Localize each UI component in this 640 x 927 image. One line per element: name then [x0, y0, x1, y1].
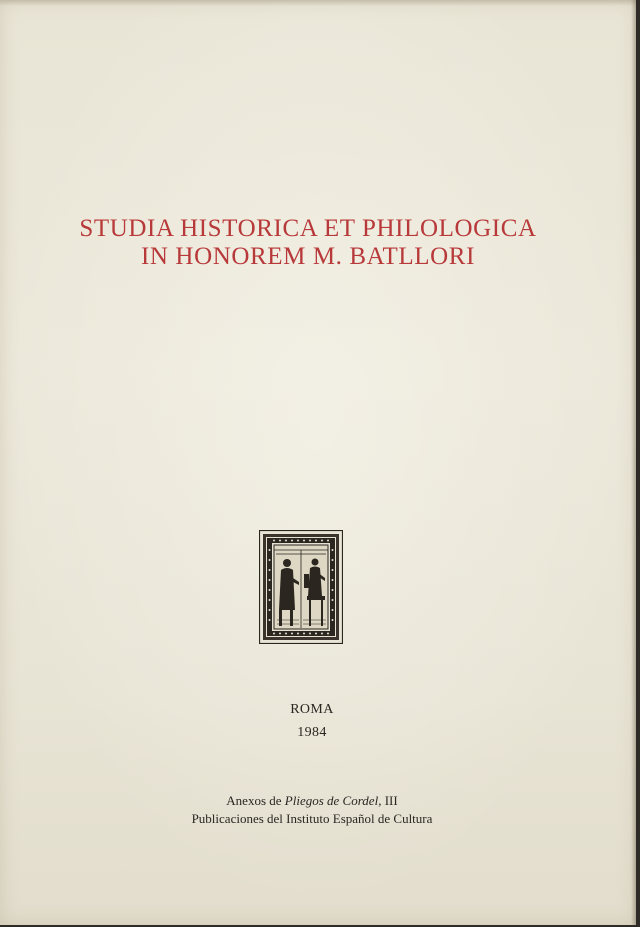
title-line-2: IN HONOREM M. BATLLORI [140, 243, 476, 270]
series-line [0, 794, 630, 807]
series-number: III [381, 793, 398, 808]
imprint-year: 1984 [297, 725, 327, 740]
publisher-line: Publicaciones del Instituto Español de Cultura [191, 811, 433, 826]
series-prefix: Anexos de [226, 793, 285, 808]
series-name: Pliegos de Cordel, [284, 793, 382, 808]
title-line-1: STUDIA HISTORICA ET PHILOLOGICA [79, 215, 537, 242]
imprint-place: ROMA [290, 702, 334, 717]
woodcut-emblem-icon [259, 530, 343, 644]
